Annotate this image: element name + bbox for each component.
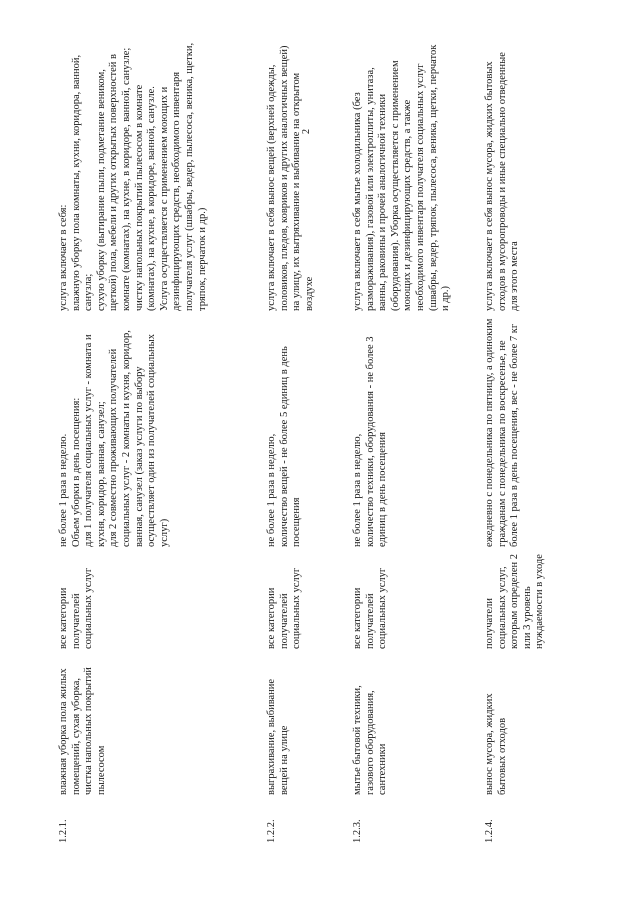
recipient-category: получатели социальных услуг, которым определен 2 или 3 уровень нуждаемости в уходе	[484, 554, 546, 649]
frequency-line: ежедневно с понедельника по пятницу, а одиноким гражданам с понедельника по воскресенье, не более 1 раза в день посещения, вес - не более 7 кг	[484, 318, 521, 547]
row-number: 1.2.2.	[266, 819, 277, 843]
row-number: 1.2.4.	[484, 819, 495, 843]
description-line: влажную уборку пола комнаты, кухни, коридора, ванной, санузла;	[70, 54, 95, 311]
service-frequency	[472, 311, 584, 547]
services-table-rotated	[58, 33, 598, 843]
frequency-line: для 1 получателя социальных услуг - комната и кухня, коридор, ванная, санузел;	[83, 334, 107, 547]
table-row	[58, 33, 254, 843]
page-number: 2	[301, 129, 312, 134]
row-number: 1.2.1.	[58, 819, 69, 843]
description-line: сухую уборку (вытирание пыли, подметание веником, щеткой) пола, мебели и других открытых поверхностей в комнате (комнатах), на кухне, в коридоре, ванной, санузле;	[95, 47, 132, 311]
recipient-category: все категории получателей социальных услуг	[58, 567, 95, 649]
service-description	[472, 33, 584, 311]
recipient-category: все категории получателей социальных услуг	[266, 567, 303, 649]
description-line: услуга включает в себя:	[58, 204, 69, 311]
service-name: вынос мусора, жидких бытовых отходов	[484, 693, 508, 795]
description-line: услуга включает в себя вынос вещей (верхней одежды, половиков, пледов, ковриков и других аналогичных вещей) на улицу, их вытряхивание и выбивание на открытом воздухе	[266, 45, 315, 311]
frequency-line: не более 1 раза в неделю,	[266, 433, 277, 547]
recipient-category: все категории получателей социальных услуг	[352, 567, 389, 649]
frequency-line: для 2 совместно проживающих получателей социальных услуг - 2 комнаты и кухня, коридор, ванная, санузел (заказ услуги по выбору осуществляет один из получателей социальных услуг)	[108, 330, 170, 547]
row-number: 1.2.3.	[352, 819, 363, 843]
description-line: чистку напольных покрытий пылесосом в комнате (комнатах), на кухне, в коридоре, ванной, санузле.	[133, 84, 158, 311]
service-frequency	[340, 311, 472, 547]
frequency-line: количество техники, оборудования - не более 3 единиц в день посещения	[364, 336, 389, 547]
service-description	[58, 33, 254, 311]
service-name: мытье бытовой техники, газового оборудования, сантехники	[352, 685, 389, 795]
table-row	[254, 33, 340, 843]
description-line: услуга включает в себя мытье холодильника (без размораживания), газовой или электроплиты, унитаза, ванны, раковины и прочей аналогичной техники (оборудования). Уборка осуществляется с применением моющих и дезинфицирующих средств, а также необходимого инвентаря получателя социальных услуг (швабры, ведер, тряпок, пылесоса, веника, щетки, перчаток и др.)	[352, 44, 452, 311]
frequency-line: количество вещей - не более 5 единиц в день посещения	[278, 346, 303, 547]
frequency-line: не более 1 раза в неделю.	[58, 433, 69, 547]
table-row	[472, 33, 584, 843]
service-description	[340, 33, 472, 311]
services-table	[58, 33, 584, 843]
frequency-line: Объем уборки в день посещения:	[70, 397, 82, 547]
service-frequency	[254, 311, 340, 547]
frequency-line: не более 1 раза в неделю,	[352, 433, 363, 547]
description-line: Услуга осуществляется с применением моющих и дезинфицирующих средств, необходимого инвентаря получателя услуг (швабры, ведер, пылесоса, веника, щетки, тряпок, перчаток и др.)	[158, 42, 208, 311]
table-row	[340, 33, 472, 843]
service-frequency	[58, 311, 254, 547]
description-line: услуга включает в себя вынос мусора, жидких бытовых отходов в мусоропроводы и иные специально отведенные для этого места	[484, 52, 521, 311]
service-description	[254, 33, 340, 311]
service-name: выграхивание, выбивание вещей на улице	[266, 678, 290, 795]
service-name: влажная уборка пола жилых помещений, сухая уборка, чистка напольных покрытий пылесосом	[58, 667, 107, 795]
